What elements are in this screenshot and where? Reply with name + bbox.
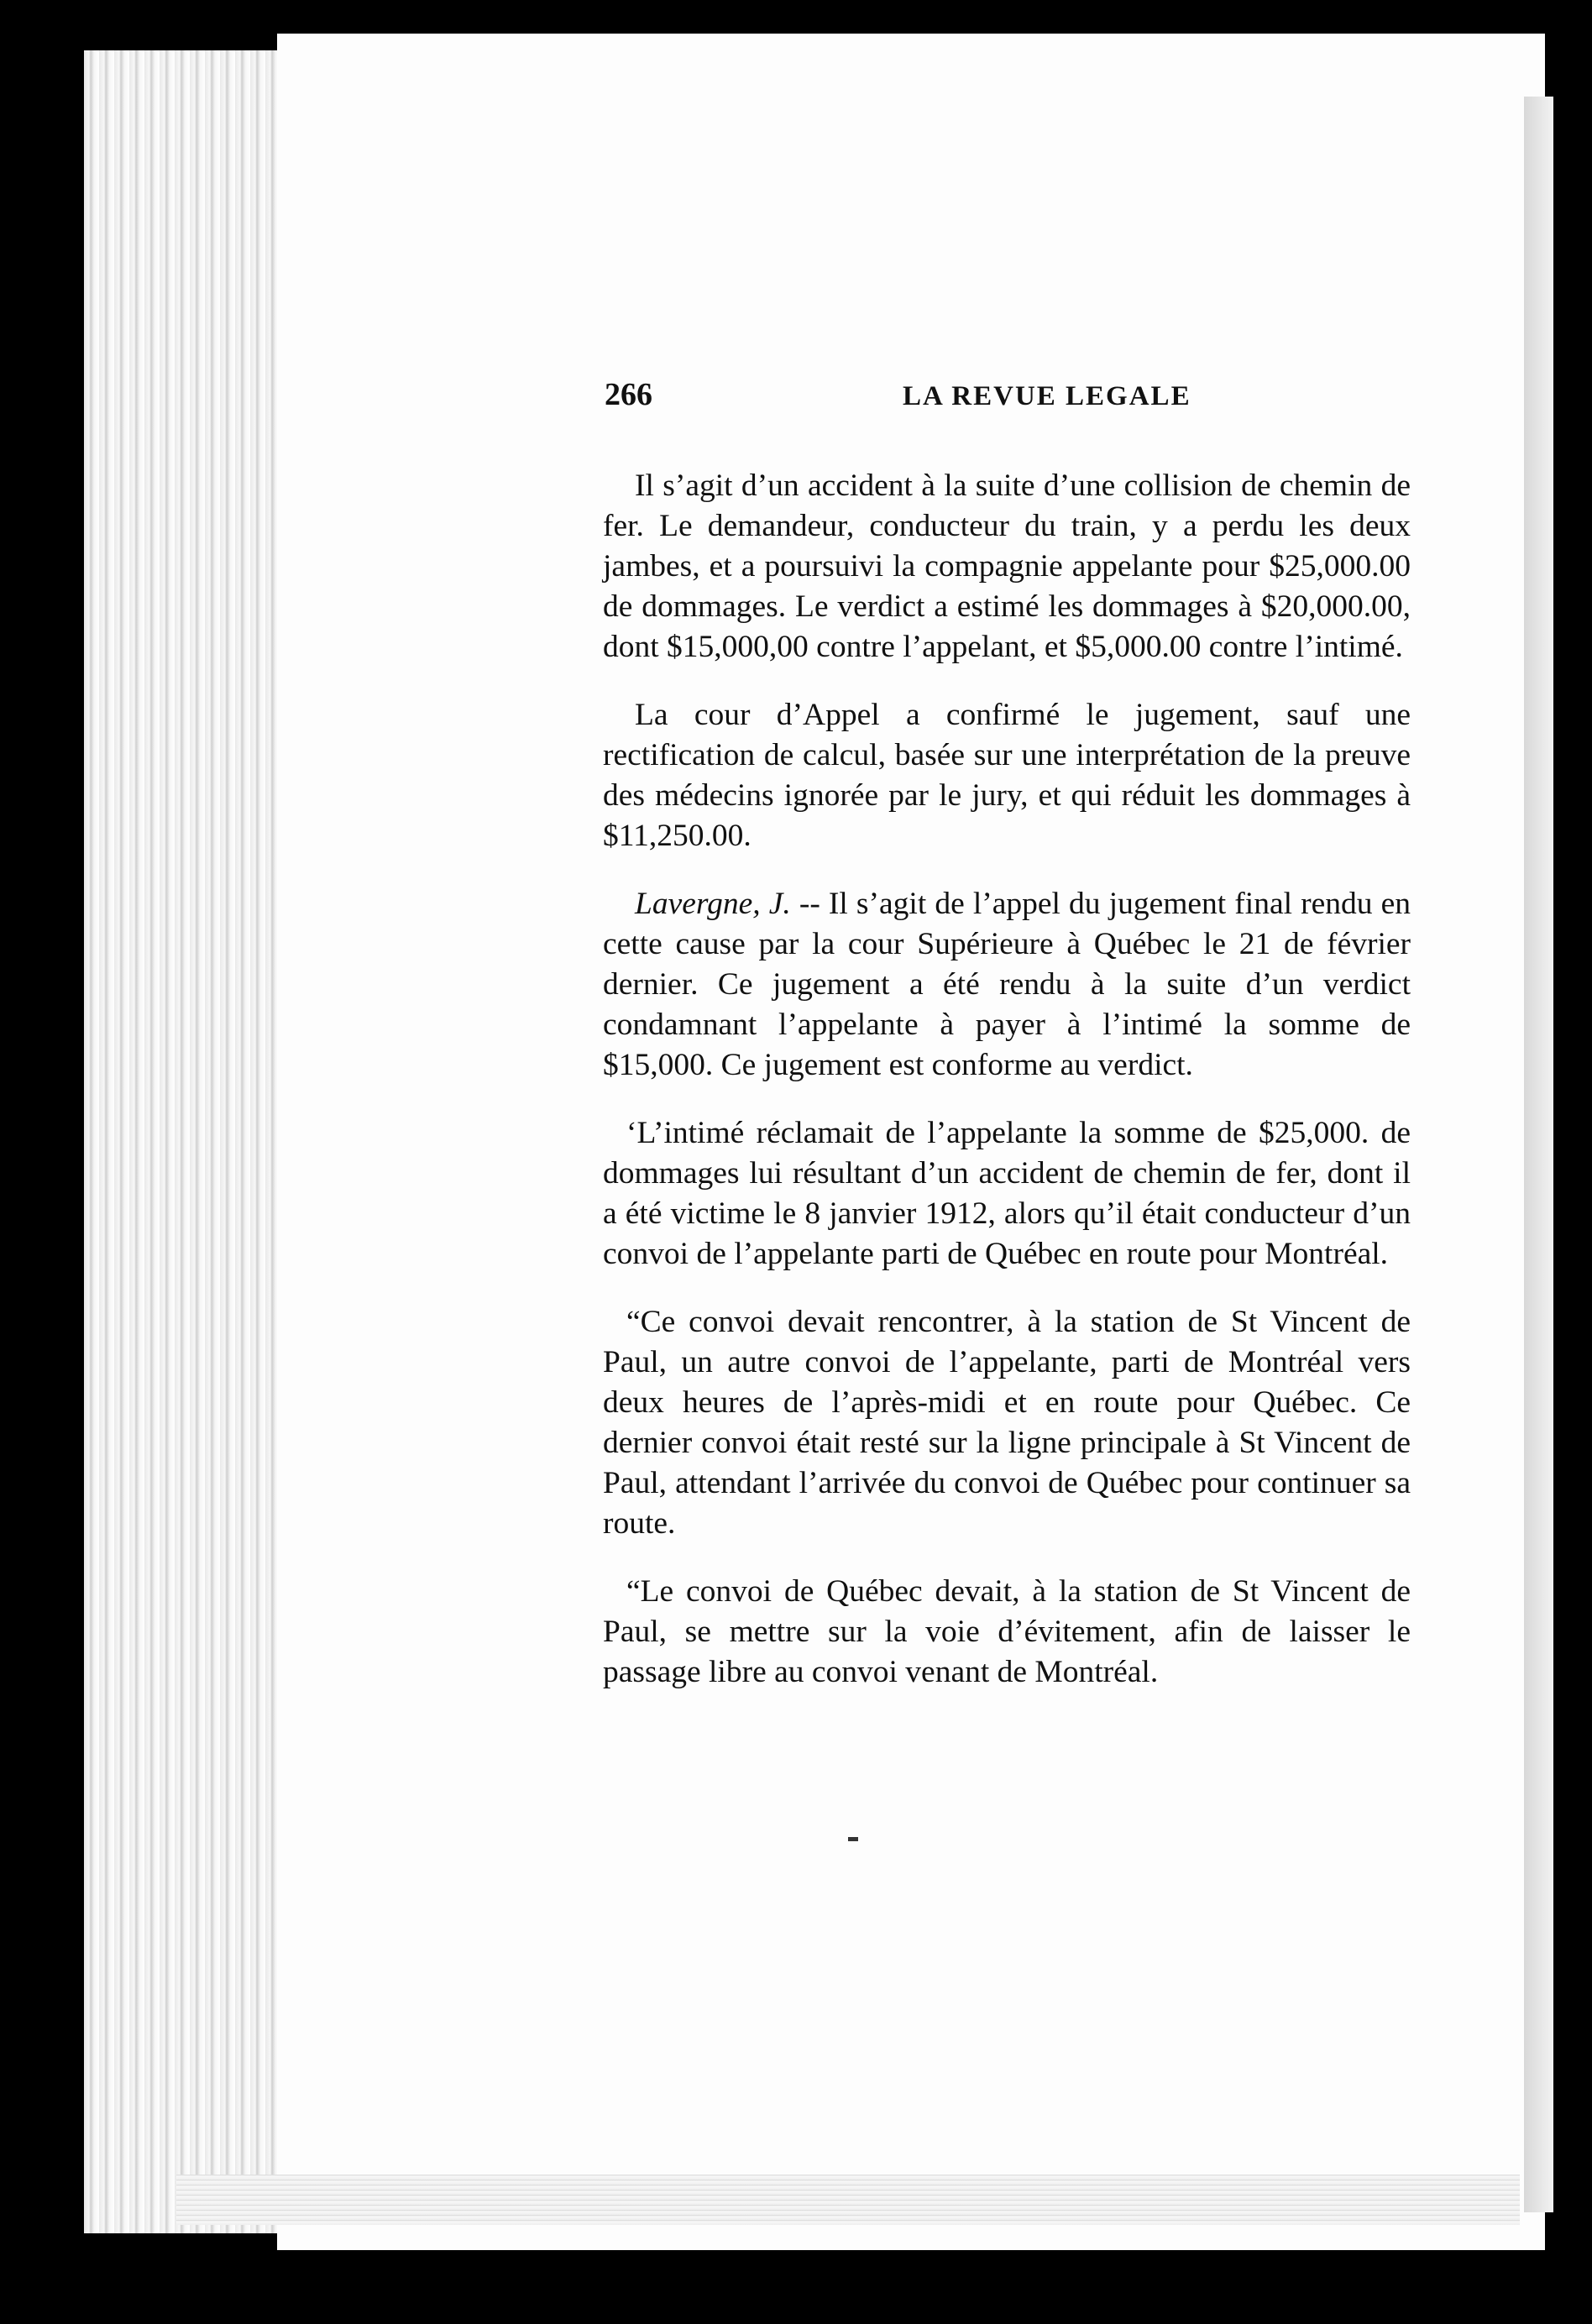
- page-number: 266: [605, 377, 652, 412]
- ink-mark: [848, 1837, 858, 1841]
- running-head: [605, 376, 1192, 427]
- paragraph: [603, 884, 1411, 1086]
- journal-title: LA REVUE LEGALE: [903, 381, 1191, 411]
- paragraph: Il s’agit d’un accident à la suite d’une collision de chemin de fer. Le demandeur, conducteur du train, y a perdu les deux jambes, et a poursuivi la compagnie appelante pour $25,000.00 de dommages. Le verdict a estimé les dommages à $20,000.00, dont $15,000,00 contre l’appelant, et $5,000.00 contre l’intimé.: [603, 468, 1411, 664]
- book-page-edges-bottom: [176, 2175, 1520, 2225]
- body-text: [603, 466, 1411, 1720]
- paragraph: “Le convoi de Québec devait, à la station de St Vincent de Paul, se mettre sur la voie d’évitement, afin de laisser le passage libre au convoi venant de Montréal.: [603, 1574, 1411, 1689]
- paragraph: La cour d’Appel a confirmé le jugement, sauf une rectification de calcul, basée sur une interprétation de la preuve des médecins ignorée par le jury, et qui réduit les dommages à $11,250.00.: [603, 698, 1411, 853]
- judge-name: Lavergne, J.: [635, 887, 791, 921]
- paragraph: ‘L’intimé réclamait de l’appelante la somme de $25,000. de dommages lui résultant d’un accident de chemin de fer, dont il a été victime le 8 janvier 1912, alors qu’il était conducteur d’un convoi de l’appelante parti de Québec en route pour Montréal.: [603, 1116, 1411, 1271]
- book-page-edge-right: [1524, 97, 1553, 2212]
- book-page-edges-left: [84, 50, 302, 2233]
- paragraph-text: -- Il s’agit de l’appel du jugement final rendu en cette cause par la cour Supérieure à Québec le 21 de février dernier. Ce jugement a été rendu à la suite d’un verdict condamnant l’appelante à payer à l’intimé la somme de $15,000. Ce jugement est conforme au verdict.: [603, 887, 1411, 1082]
- paragraph: “Ce convoi devait rencontrer, à la station de St Vincent de Paul, un autre convoi de l’appelante, parti de Montréal vers deux heures de l’après-midi et en route pour Québec. Ce dernier convoi était resté sur la ligne principale à St Vincent de Paul, attendant l’arrivée du convoi de Québec pour continuer sa route.: [603, 1305, 1411, 1541]
